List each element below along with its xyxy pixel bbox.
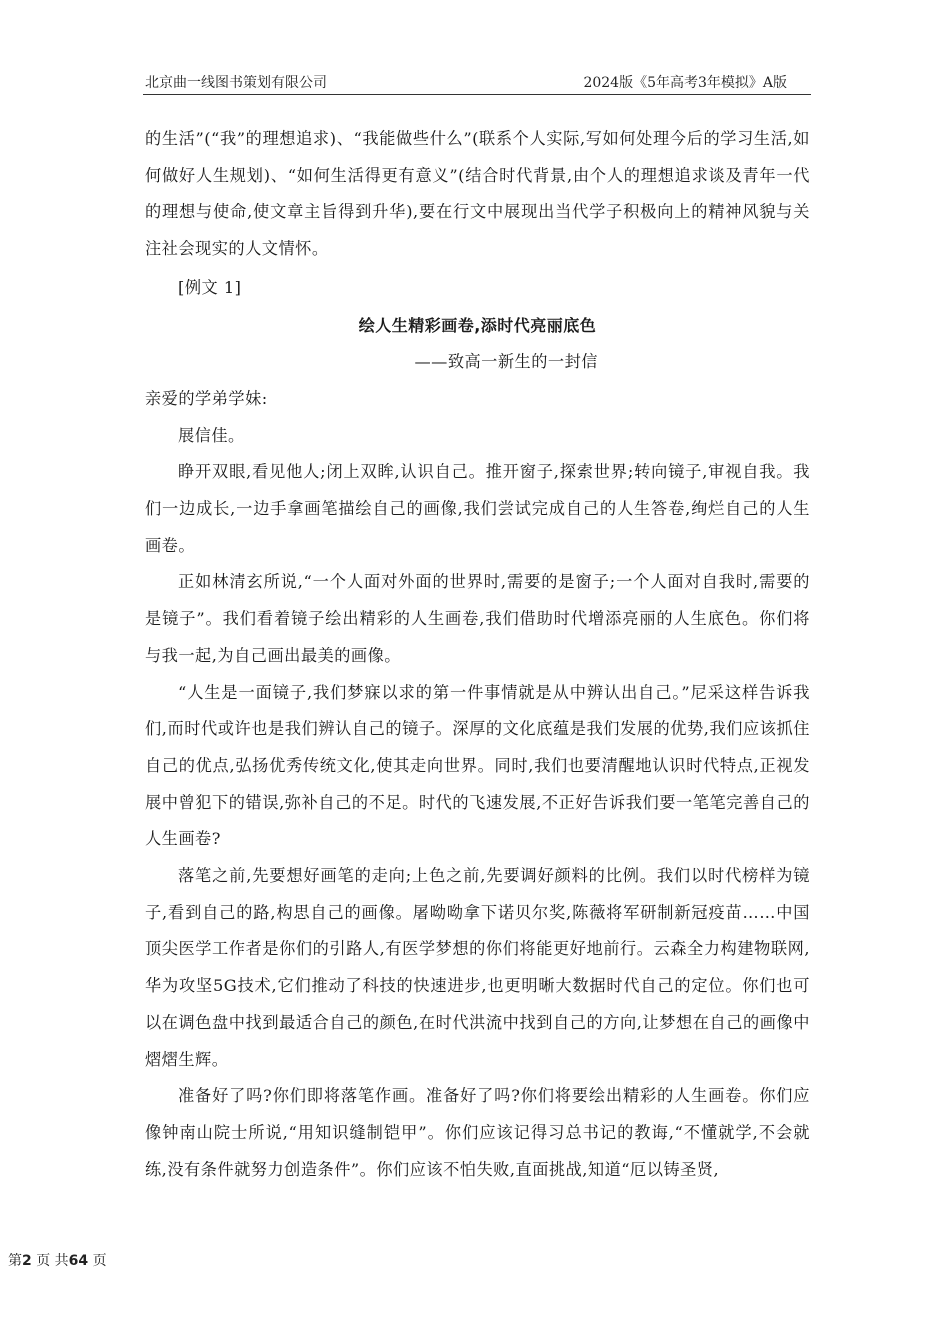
essay-title: 绘人生精彩画卷,添时代亮丽底色 (358, 315, 597, 335)
body-paragraph: 正如林清玄所说,“一个人面对外面的世界时,需要的是窗子;一个人面对自我时,需要的是镜子”。我们看着镜子绘出精彩的人生画卷,我们借助时代增添亮丽的人生底色。你们将与我一起,为自己画出最美的画像。 (145, 572, 810, 665)
salutation: 亲爱的学弟学妹: (145, 388, 268, 408)
document-body (145, 121, 810, 1188)
page-prefix: 第 (8, 1253, 22, 1269)
page-total: 64 (68, 1253, 89, 1269)
body-paragraph: 睁开双眼,看见他人;闭上双眸,认识自己。推开窗子,探索世界;转向镜子,审视自我。我们一边成长,一边手拿画笔描绘自己的画像,我们尝试完成自己的人生答卷,绚烂自己的人生画卷。 (145, 462, 810, 555)
publisher-name: 北京曲一线图书策划有限公司 (145, 75, 327, 91)
page-footer (8, 1250, 107, 1270)
example-label: [例文 1] (178, 277, 242, 297)
page-number: 2 (22, 1253, 32, 1269)
page-header (143, 72, 811, 95)
intro-paragraph: 的生活”(“我”的理想追求)、“我能做些什么”(联系个人实际,写如何处理今后的学习生活,如何做好人生规划)、“如何生活得更有意义”(结合时代背景,由个人的理想追求谈及青年一代的理想与使命,使文章主旨得到升华),要在行文中展现出当代学子积极向上的精神风貌与关注社会现实的人文情怀。 (145, 129, 810, 259)
greeting: 展信佳。 (178, 425, 245, 445)
edition-title: 2024版《5年高考3年模拟》A版 (583, 75, 787, 91)
body-paragraph: 准备好了吗?你们即将落笔作画。准备好了吗?你们将要绘出精彩的人生画卷。你们应像钟南山院士所说,“用知识缝制铠甲”。你们应该记得习总书记的教诲,“不懂就学,不会就练,没有条件就努力创造条件”。你们应该不怕失败,直面挑战,知道“厄以铸圣贤, (145, 1086, 810, 1179)
page-middle: 页 共 (36, 1253, 69, 1269)
page-suffix: 页 (92, 1253, 107, 1269)
body-paragraph: “人生是一面镜子,我们梦寐以求的第一件事情就是从中辨认出自己。”尼采这样告诉我们,而时代或许也是我们辨认自己的镜子。深厚的文化底蕴是我们发展的优势,我们应该抓住自己的优点,弘扬优秀传统文化,使其走向世界。同时,我们也要清醒地认识时代特点,正视发展中曾犯下的错误,弥补自己的不足。时代的飞速发展,不正好告诉我们要一笔笔完善自己的人生画卷? (145, 682, 810, 849)
body-paragraph: 落笔之前,先要想好画笔的走向;上色之前,先要调好颜料的比例。我们以时代榜样为镜子,看到自己的路,构思自己的画像。屠呦呦拿下诺贝尔奖,陈薇将军研制新冠疫苗……中国顶尖医学工作者是你们的引路人,有医学梦想的你们将能更好地前行。云森全力构建物联网,华为攻坚5G技术,它们推动了科技的快速进步,也更明晰大数据时代自己的定位。你们也可以在调色盘中找到最适合自己的颜色,在时代洪流中找到自己的方向,让梦想在自己的画像中熠熠生辉。 (145, 866, 810, 1069)
essay-subtitle: ——致高一新生的一封信 (414, 352, 598, 372)
